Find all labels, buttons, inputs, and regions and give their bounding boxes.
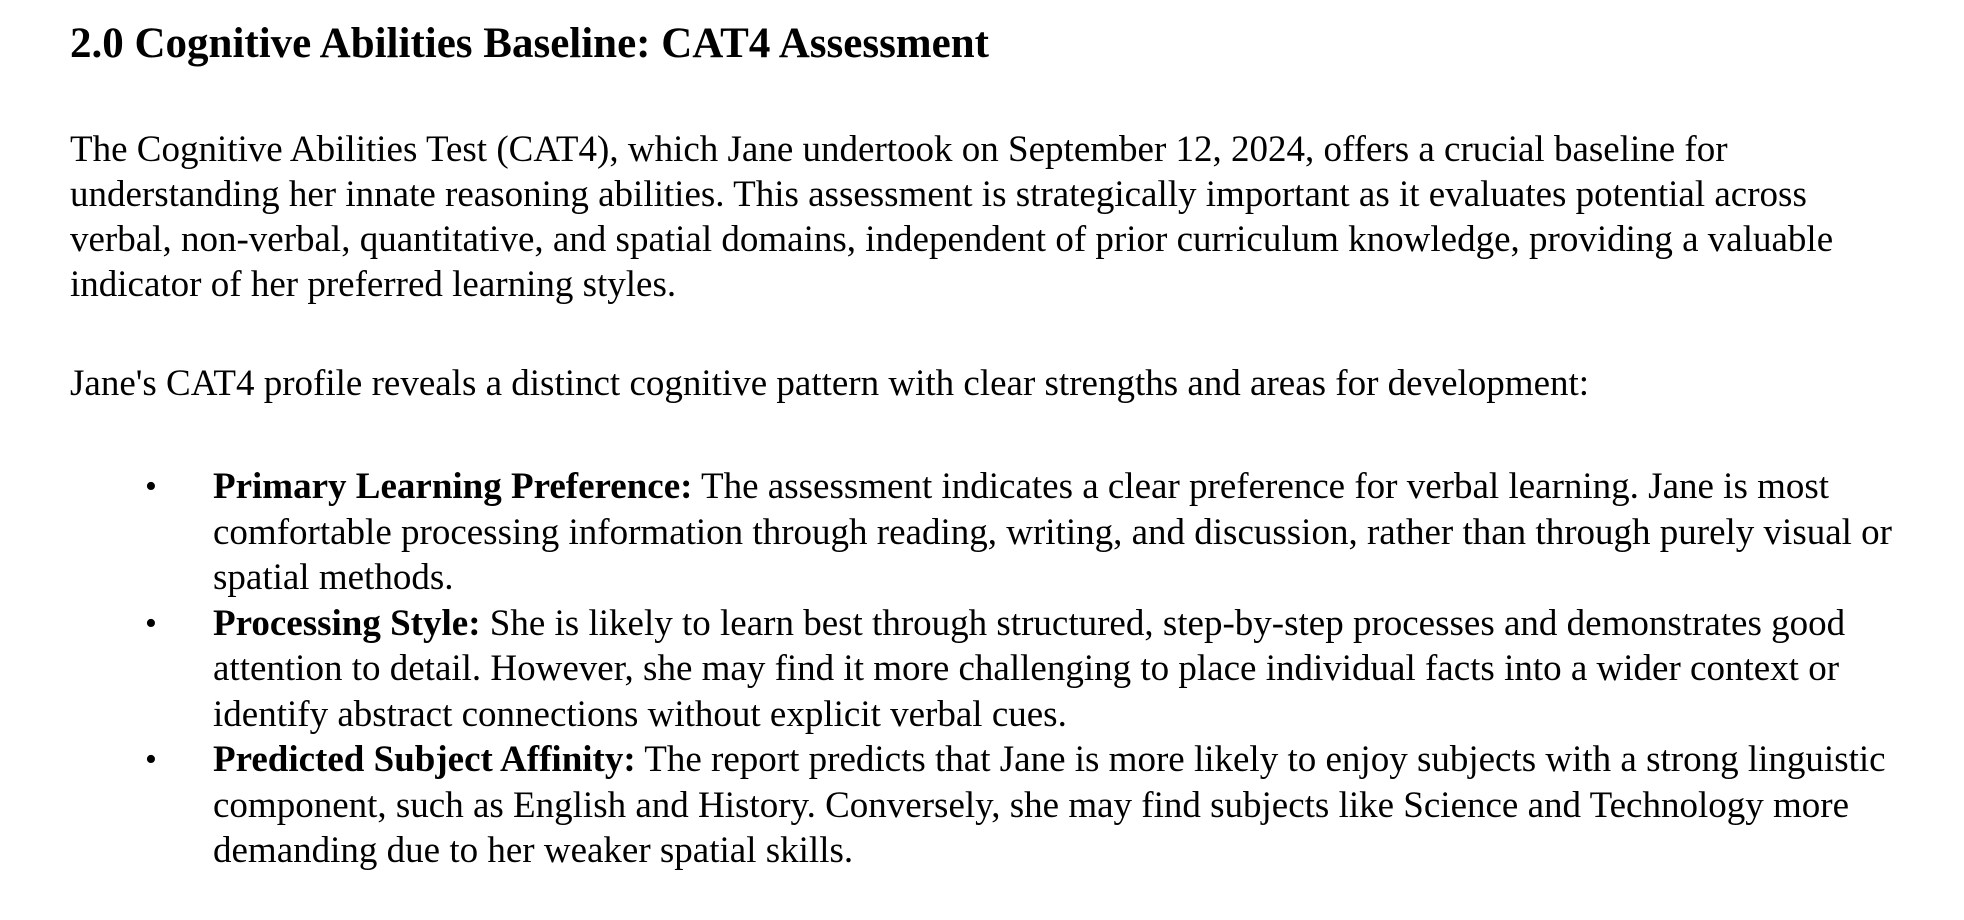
bullet-icon: • [145,468,157,505]
list-item-text: The report predicts that Jane is more likely to enjoy subjects with a strong linguistic component, such as English and History. Conversely, she may find subjects like Science and Technology more demanding due to her weaker spatial skills. [213,739,1886,871]
list-item-text: The assessment indicates a clear preference for verbal learning. Jane is most comfortable processing information through reading, writing, and discussion, rather than through purely visual or spatial methods. [213,466,1893,598]
bullet-icon: • [145,741,157,778]
list-item-label: Processing Style: [213,602,481,644]
list-item-text: She is likely to learn best through structured, step-by-step processes and demonstrates good attention to detail. However, she may find it more challenging to place individual facts into a wider context or identify abstract connections without explicit verbal cues. [213,602,1846,735]
list-item [70,601,1903,738]
list-item-label: Primary Learning Preference: [213,466,693,507]
findings-list [70,464,1910,874]
section-heading: 2.0 Cognitive Abilities Baseline: CAT4 Assessment [70,20,989,67]
list-item [70,464,1903,601]
list-item [70,737,1903,874]
intro-paragraph: The Cognitive Abilities Test (CAT4), which Jane undertook on September 12, 2024, offers a crucial baseline for understanding her innate reasoning abilities. This assessment is strategically important as it evaluates potential across verbal, non-verbal, quantitative, and spatial domains, independent of prior curriculum knowledge, providing a valuable indicator of her preferred learning styles. [70,129,1834,305]
profile-summary-paragraph: Jane's CAT4 profile reveals a distinct cognitive pattern with clear strengths and areas for development: [70,363,1590,404]
list-item-label: Predicted Subject Affinity: [213,739,636,780]
bullet-icon: • [145,604,157,642]
